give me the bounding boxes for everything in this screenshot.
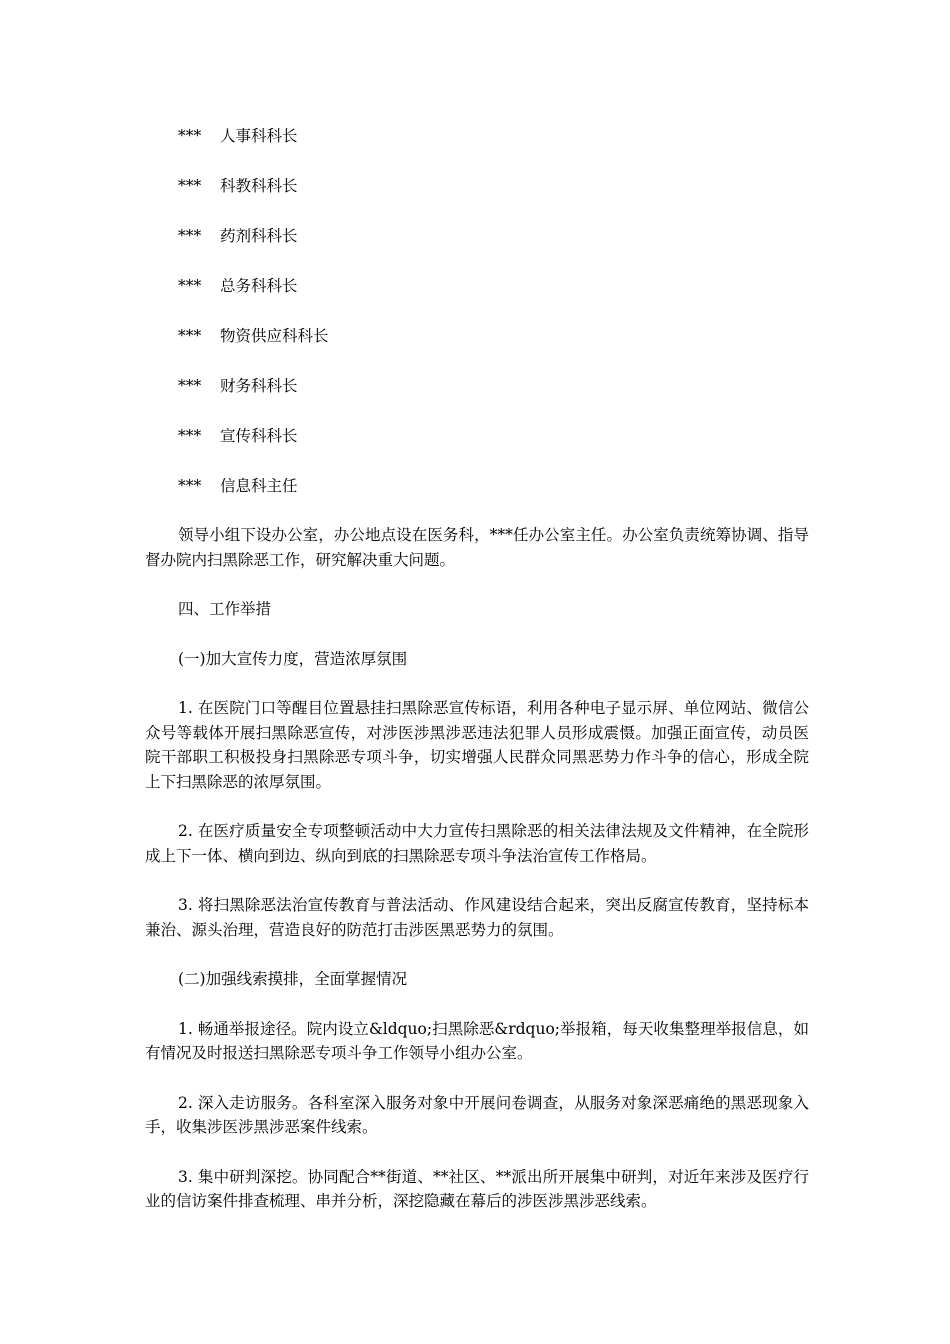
member-row xyxy=(178,174,778,224)
member-name: *** xyxy=(178,477,202,495)
member-name: *** xyxy=(178,227,202,245)
member-role: 财务科科长 xyxy=(220,377,298,395)
section-heading: 四、工作举措 xyxy=(178,600,272,618)
measure-paragraph: 3. 将扫黑除恶法治宣传教育与普法活动、作风建设结合起来，突出反腐宣传教育，坚持标本兼治、源头治理，营造良好的防范打击涉医黑恶势力的氛围。 xyxy=(145,896,809,939)
member-name: *** xyxy=(178,177,202,195)
document-body xyxy=(145,523,809,1239)
member-name: *** xyxy=(178,277,202,295)
member-role: 信息科主任 xyxy=(220,477,298,495)
member-name: *** xyxy=(178,377,202,395)
member-row xyxy=(178,374,778,424)
measure-paragraph: 1. 畅通举报途径。院内设立&ldquo;扫黑除恶&rdquo;举报箱，每天收集整理举报信息，如有情况及时报送扫黑除恶专项斗争工作领导小组办公室。 xyxy=(145,1019,809,1062)
member-row xyxy=(178,224,778,274)
member-name: *** xyxy=(178,427,202,445)
member-role: 物资供应科科长 xyxy=(220,327,329,345)
member-name: *** xyxy=(178,127,202,145)
member-name: *** xyxy=(178,327,202,345)
member-role: 药剂科科长 xyxy=(220,227,298,245)
measure-paragraph: 3. 集中研判深挖。协同配合**街道、**社区、**派出所开展集中研判，对近年来涉及医疗行业的信访案件排查梳理、串并分析，深挖隐藏在幕后的涉医涉黑涉恶线索。 xyxy=(145,1167,809,1210)
member-row xyxy=(178,474,778,524)
member-row xyxy=(178,324,778,374)
office-paragraph: 领导小组下设办公室，办公地点设在医务科，***任办公室主任。办公室负责统筹协调、指导督办院内扫黑除恶工作，研究解决重大问题。 xyxy=(145,526,809,569)
measure-paragraph: 1. 在医院门口等醒目位置悬挂扫黑除恶宣传标语，利用各种电子显示屏、单位网站、微信公众号等载体开展扫黑除恶宣传，对涉医涉黑涉恶违法犯罪人员形成震慑。加强正面宣传，动员医院干部职工积极投身扫黑除恶专项斗争，切实增强人民群众同黑恶势力作斗争的信心，形成全院上下扫黑除恶的浓厚氛围。 xyxy=(145,699,809,791)
member-role: 人事科科长 xyxy=(220,127,298,145)
member-row xyxy=(178,124,778,174)
member-role: 总务科科长 xyxy=(220,277,298,295)
subsection-heading: (一)加大宣传力度，营造浓厚氛围 xyxy=(178,649,408,668)
member-role: 科教科科长 xyxy=(220,177,298,195)
subsection-heading: (二)加强线索摸排，全面掌握情况 xyxy=(178,970,408,988)
member-row xyxy=(178,274,778,324)
leadership-member-list xyxy=(178,124,778,524)
member-role: 宣传科科长 xyxy=(220,427,298,445)
measure-paragraph: 2. 在医疗质量安全专项整顿活动中大力宣传扫黑除恶的相关法律法规及文件精神，在全院形成上下一体、横向到边、纵向到底的扫黑除恶专项斗争法治宣传工作格局。 xyxy=(145,822,809,865)
measure-paragraph: 2. 深入走访服务。各科室深入服务对象中开展问卷调查，从服务对象深恶痛绝的黑恶现象入手，收集涉医涉黑涉恶案件线索。 xyxy=(145,1093,809,1136)
member-row xyxy=(178,424,778,474)
